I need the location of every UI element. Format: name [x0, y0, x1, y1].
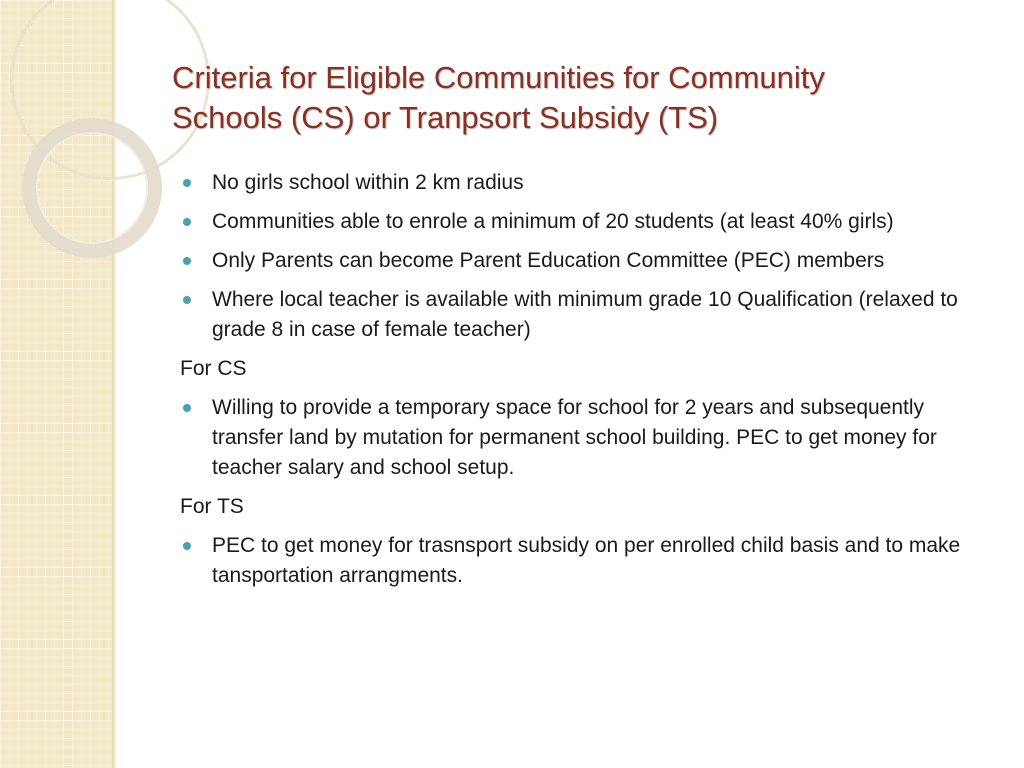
bullet-dot-icon	[183, 218, 191, 226]
bullet-dot-icon	[183, 296, 191, 304]
bullet-dot-icon	[183, 542, 191, 550]
bullet-text: Where local teacher is available with minimum grade 10 Qualification (relaxed to grade 8 in case of female teacher)	[212, 288, 958, 341]
bullet-item	[180, 246, 990, 276]
decorative-ring	[36, 132, 148, 244]
bullet-item	[180, 393, 990, 483]
bullet-item	[180, 531, 990, 591]
section-label-ts: For TS	[180, 495, 244, 518]
bullet-item	[180, 168, 990, 198]
bullet-text: Only Parents can become Parent Education Committee (PEC) members	[212, 249, 885, 272]
section-label-cs: For CS	[180, 357, 247, 380]
slide-title-line: Schools (CS) or Tranpsort Subsidy (TS)	[172, 100, 719, 135]
bullet-item	[180, 207, 990, 237]
bullet-text: PEC to get money for trasnsport subsidy on per enrolled child basis and to make tansportation arrangments.	[212, 534, 961, 587]
slide-title-line: Criteria for Eligible Communities for Community	[172, 60, 825, 95]
bullet-item	[180, 285, 990, 345]
bullet-text: No girls school within 2 km radius	[212, 171, 524, 194]
bullet-text: Communities able to enrole a minimum of 20 students (at least 40% girls)	[212, 210, 894, 233]
slide-title	[172, 58, 952, 138]
bullet-dot-icon	[183, 404, 191, 412]
bullet-text: Willing to provide a temporary space for school for 2 years and subsequently transfer land by mutation for permanent school building. PEC to get money for teacher salary and school setup.	[212, 396, 937, 479]
bullet-dot-icon	[183, 179, 191, 187]
bullet-dot-icon	[183, 257, 191, 265]
slide-body	[180, 168, 990, 600]
